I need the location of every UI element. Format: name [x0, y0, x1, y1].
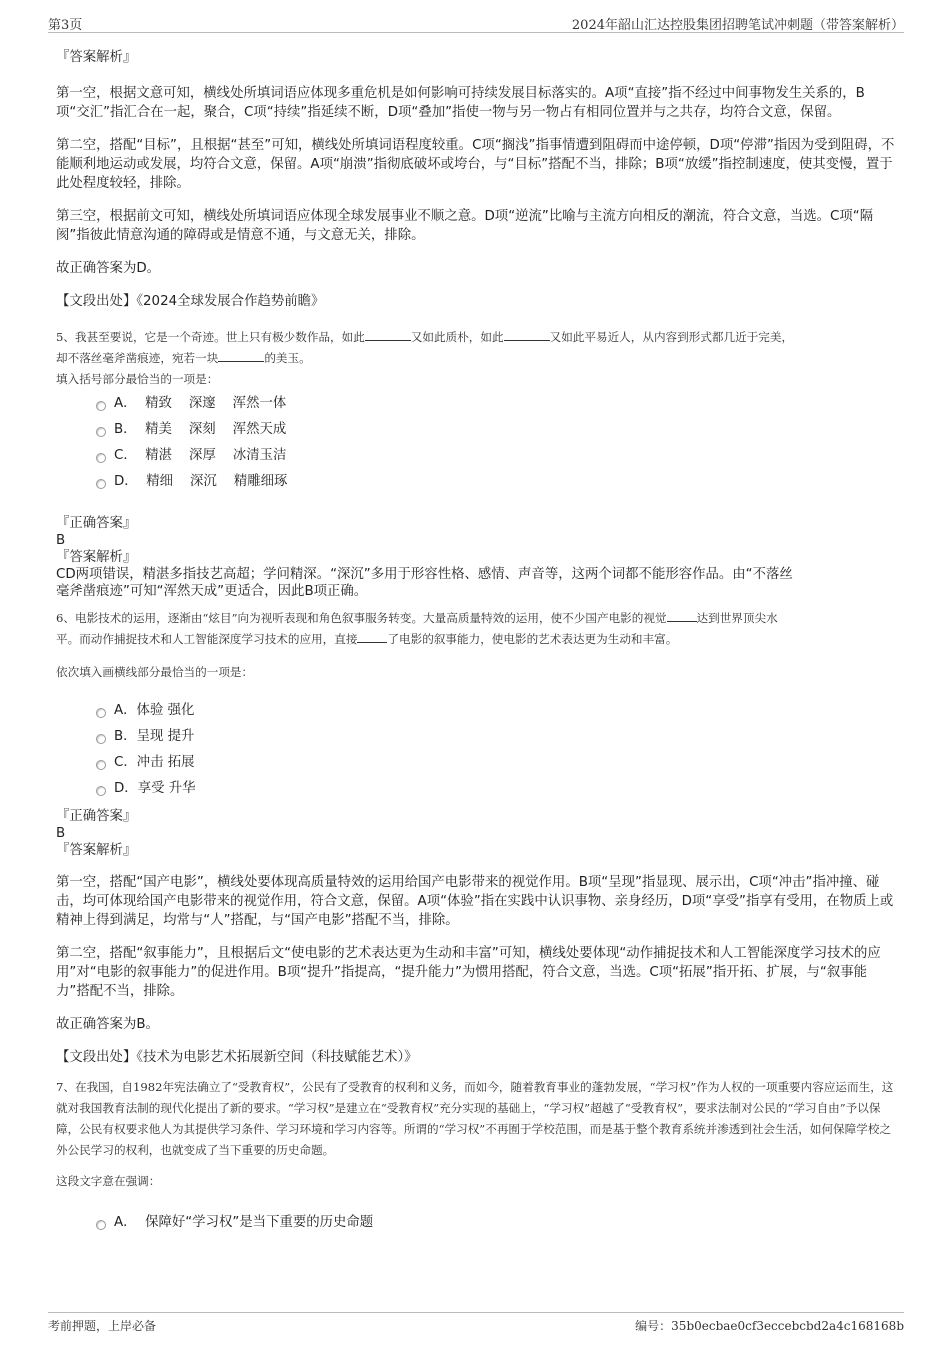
q6-stem: 6、电影技术的运用，逐渐由“炫目”向为视听表现和角色叙事服务转变。大量高质量特效的运用，使不少国产电影的视觉 达到世界顶尖水 平。而动作捕捉技术和人工智能深度学习技术的应用，直接 了电影的叙事能力，使电影的艺术表达更为生动和丰富。 — [56, 611, 778, 646]
q4-analysis-heading: 『答案解析』 — [56, 50, 137, 65]
q7-prompt: 这段文字意在强调： — [56, 1174, 161, 1188]
q4-conclusion: 故正确答案为D。 — [56, 261, 161, 276]
q6-analysis-p2: 第二空，搭配“叙事能力”，且根据后文“使电影的艺术表达更为生动和丰富”可知，横线处要体现“动作捕捉技术和人工智能深度学习技术的应用”对“电影的叙事能力”的促进作用。B项“提升”指提高，“提升能力”为惯用搭配，符合文意，当选。C项“拓展”指开拓、扩展，与“叙事能力”搭配不当，排除。 — [56, 946, 881, 999]
q5-analysis-heading: 『答案解析』 — [56, 550, 137, 565]
q5-options — [56, 391, 898, 495]
q6-prompt: 依次填入画横线部分最恰当的一项是： — [56, 665, 254, 679]
q4-analysis-p3: 第三空，根据前文可知，横线处所填词语应体现全球发展事业不顺之意。D项“逆流”比喻与主流方向相反的潮流，符合文意，当选。C项“隔阂”指彼此情意沟通的障碍或是情意不通，与文意无关，排除。 — [56, 209, 874, 243]
radio-icon[interactable] — [96, 401, 106, 411]
q5-prompt: 填入括号部分最恰当的一项是： — [56, 372, 219, 386]
q6-analysis-heading: 『答案解析』 — [56, 843, 137, 858]
q5-answer-heading: 『正确答案』 — [56, 516, 137, 531]
page-content — [56, 44, 898, 1236]
q5-option-b[interactable]: B． 精美 深刻 浑然天成 — [56, 417, 898, 443]
q5-analysis-line1: CD两项错误，精湛多指技艺高超；学问精深。“深沉”多用于形容性格、感情、声音等，这两个词都不能形容作品。由“不落丝 — [56, 567, 793, 582]
q6-conclusion: 故正确答案为B。 — [56, 1017, 159, 1032]
page-number: 第3页 — [48, 18, 83, 33]
q6-options — [56, 698, 898, 802]
q6-answer: B — [56, 826, 66, 841]
page-header — [48, 12, 904, 33]
radio-icon[interactable] — [96, 479, 106, 489]
q5-option-c[interactable]: C． 精湛 深厚 冰清玉洁 — [56, 443, 898, 469]
radio-icon[interactable] — [96, 760, 106, 770]
q5-answer: B — [56, 533, 66, 548]
q4-analysis-p1: 第一空，根据文意可知，横线处所填词语应体现多重危机是如何影响可持续发展目标落实的。A项“直接”指不经过中间事物发生关系的，B项“交汇”指汇合在一起，聚合，C项“持续”指延续不断，D项“叠加”指使一物与另一物占有相同位置并与之共存，均符合文意，保留。 — [56, 86, 865, 120]
q6-analysis-p1: 第一空，搭配“国产电影”，横线处要体现高质量特效的运用给国产电影带来的视觉作用。B项“呈现”指显现、展示出，C项“冲击”指冲撞、碰击，均可体现给国产电影带来的视觉作用，符合文意，保留。A项“体验”指在实践中认识事物、亲身经历，D项“享受”指享有受用，在物质上或精神上得到满足，均常与“人”搭配，与“国产电影”搭配不当，排除。 — [56, 875, 894, 928]
document-title: 2024年韶山汇达控股集团招聘笔试冲刺题（带答案解析） — [571, 18, 904, 33]
q7-options — [56, 1210, 898, 1236]
radio-icon[interactable] — [96, 734, 106, 744]
q6-option-d[interactable]: D．享受 升华 — [56, 776, 898, 802]
radio-icon[interactable] — [96, 1220, 106, 1230]
q5-analysis-line2: 毫斧凿痕迹”可知“浑然天成”更适合，因此B项正确。 — [56, 584, 368, 599]
q6-source: 【文段出处】《技术为电影艺术拓展新空间（科技赋能艺术）》 — [56, 1050, 418, 1065]
q7-option-a[interactable]: A． 保障好“学习权”是当下重要的历史命题 — [56, 1210, 898, 1236]
q6-answer-heading: 『正确答案』 — [56, 809, 137, 824]
q6-option-c[interactable]: C．冲击 拓展 — [56, 750, 898, 776]
radio-icon[interactable] — [96, 708, 106, 718]
radio-icon[interactable] — [96, 453, 106, 463]
q5-stem: 5、我甚至要说，它是一个奇迹。世上只有极少数作品，如此 又如此质朴，如此 又如此平易近人，从内容到形式都几近于完美， 却不落丝毫斧凿痕迹，宛若一块 的美玉。 — [56, 330, 794, 365]
q5-option-a[interactable]: A． 精致 深邃 浑然一体 — [56, 391, 898, 417]
page-footer — [48, 1312, 904, 1337]
q7-stem: 7、在我国，自1982年宪法确立了“受教育权”，公民有了受教育的权利和义务，而如今，随着教育事业的蓬勃发展，“学习权”作为人权的一项重要内容应运而生，这就对我国教育法制的现代化提出了新的要求。“学习权”是建立在“受教育权”充分实现的基础上，“学习权”超越了“受教育权”，要求法制对公民的“学习自由”予以保障，公民有权要求他人为其提供学习条件、学习环境和学习内容等。所谓的“学习权”不再囿于学校范围，而是基于整个教育系统并渗透到社会生活，如何保障学校之外公民学习的权利，也就变成了当下重要的历史命题。 — [56, 1080, 894, 1157]
radio-icon[interactable] — [96, 427, 106, 437]
q6-option-b[interactable]: B．呈现 提升 — [56, 724, 898, 750]
q5-option-d[interactable]: D． 精细 深沉 精雕细琢 — [56, 469, 898, 495]
footer-slogan: 考前押题，上岸必备 — [48, 1319, 157, 1333]
q4-source: 【文段出处】《2024全球发展合作趋势前瞻》 — [56, 294, 325, 309]
q6-option-a[interactable]: A．体验 强化 — [56, 698, 898, 724]
document-id: 编号：35b0ecbae0cf3eccebcbd2a4c168168b — [635, 1319, 904, 1333]
radio-icon[interactable] — [96, 786, 106, 796]
q4-analysis-p2: 第二空，搭配“目标”，且根据“甚至”可知，横线处所填词语程度较重。C项“搁浅”指事情遭到阻碍而中途停顿，D项“停滞”指因为受到阻碍，不能顺利地运动或发展，均符合文意，保留。A项“崩溃”指彻底破坏或垮台，与“目标”搭配不当，排除；B项“放缓”指控制速度，使其变慢，置于此处程度较轻，排除。 — [56, 138, 895, 191]
